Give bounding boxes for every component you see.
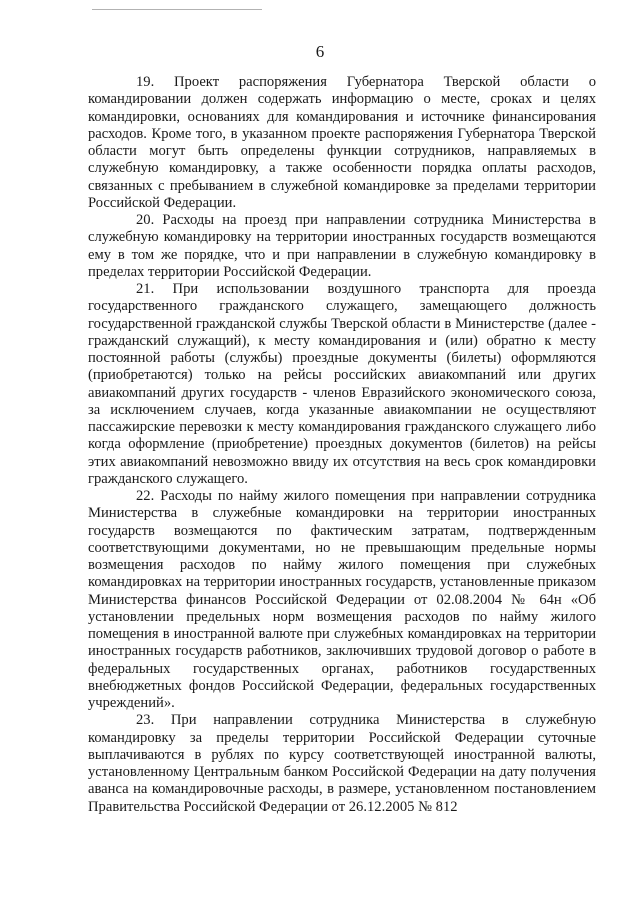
paragraph-19: 19. Проект распоряжения Губернатора Тверской области о командировании должен содержать информацию о месте, сроках и целях командировки, основаниях для командирования и источнике финансирования расходов. Кроме того, в указанном проекте распоряжения Губернатора Тверской области могут быть определены функции сотрудников, направляемых в служебную командировку, а также особенности порядка оплаты расходов, связанных с пребыванием в служебной командировке за пределами территории Российской Федерации. (88, 74, 596, 211)
page-number: 6 (315, 42, 325, 61)
paragraph-22: 22. Расходы по найму жилого помещения при направлении сотрудника Министерства в служебные командировки на территории иностранных государств возмещаются по фактическим затратам, подтвержденным соответствующими документами, но не превышающим предельные нормы возмещения расходов по найму жилого помещения при служебных командировках на территории иностранных государств, установленные приказом Министерства финансов Российской Федерации от 02.08.2004 № 64н «Об установлении предельных норм возмещения расходов по найму жилого помещения в иностранной валюте при служебных командировках на территории иностранных государств работников, заключивших трудовой договор о работе в федеральных государственных органах, работников государственных внебюджетных фондов Российской Федерации, федеральных государственных учреждений». (88, 488, 596, 711)
document-body (88, 74, 596, 816)
paragraph-23: 23. При направлении сотрудника Министерства в служебную командировку за пределы территории Российской Федерации суточные выплачиваются в рублях по курсу соответствующей иностранной валюты, установленному Центральным банком Российской Федерации на дату получения аванса на командировочные расходы, в размере, установленном постановлением Правительства Российской Федерации от 26.12.2005 № 812 (88, 712, 596, 815)
paragraph-21: 21. При использовании воздушного транспорта для проезда государственного гражданского служащего, замещающего должность государственной гражданской службы Тверской области в Министерстве (далее - гражданский служащий), к месту командирования и (или) обратно к месту постоянной работы (службы) проездные документы (билеты) оформляются (приобретаются) только на рейсы российских авиакомпаний или других авиакомпаний других государств - членов Евразийского экономического союза, за исключением случаев, когда указанные авиакомпании не осуществляют пассажирские перевозки к месту командирования гражданского служащего либо когда оформление (приобретение) проездных документов (билетов) на рейсы этих авиакомпаний невозможно ввиду их отсутствия на весь срок командировки гражданского служащего. (88, 281, 596, 487)
scan-artifact (92, 9, 262, 10)
paragraph-20: 20. Расходы на проезд при направлении сотрудника Министерства в служебную командировку на территории иностранных государств возмещаются ему в том же порядке, что и при направлении в служебную командировку в пределах территории Российской Федерации. (88, 212, 596, 280)
